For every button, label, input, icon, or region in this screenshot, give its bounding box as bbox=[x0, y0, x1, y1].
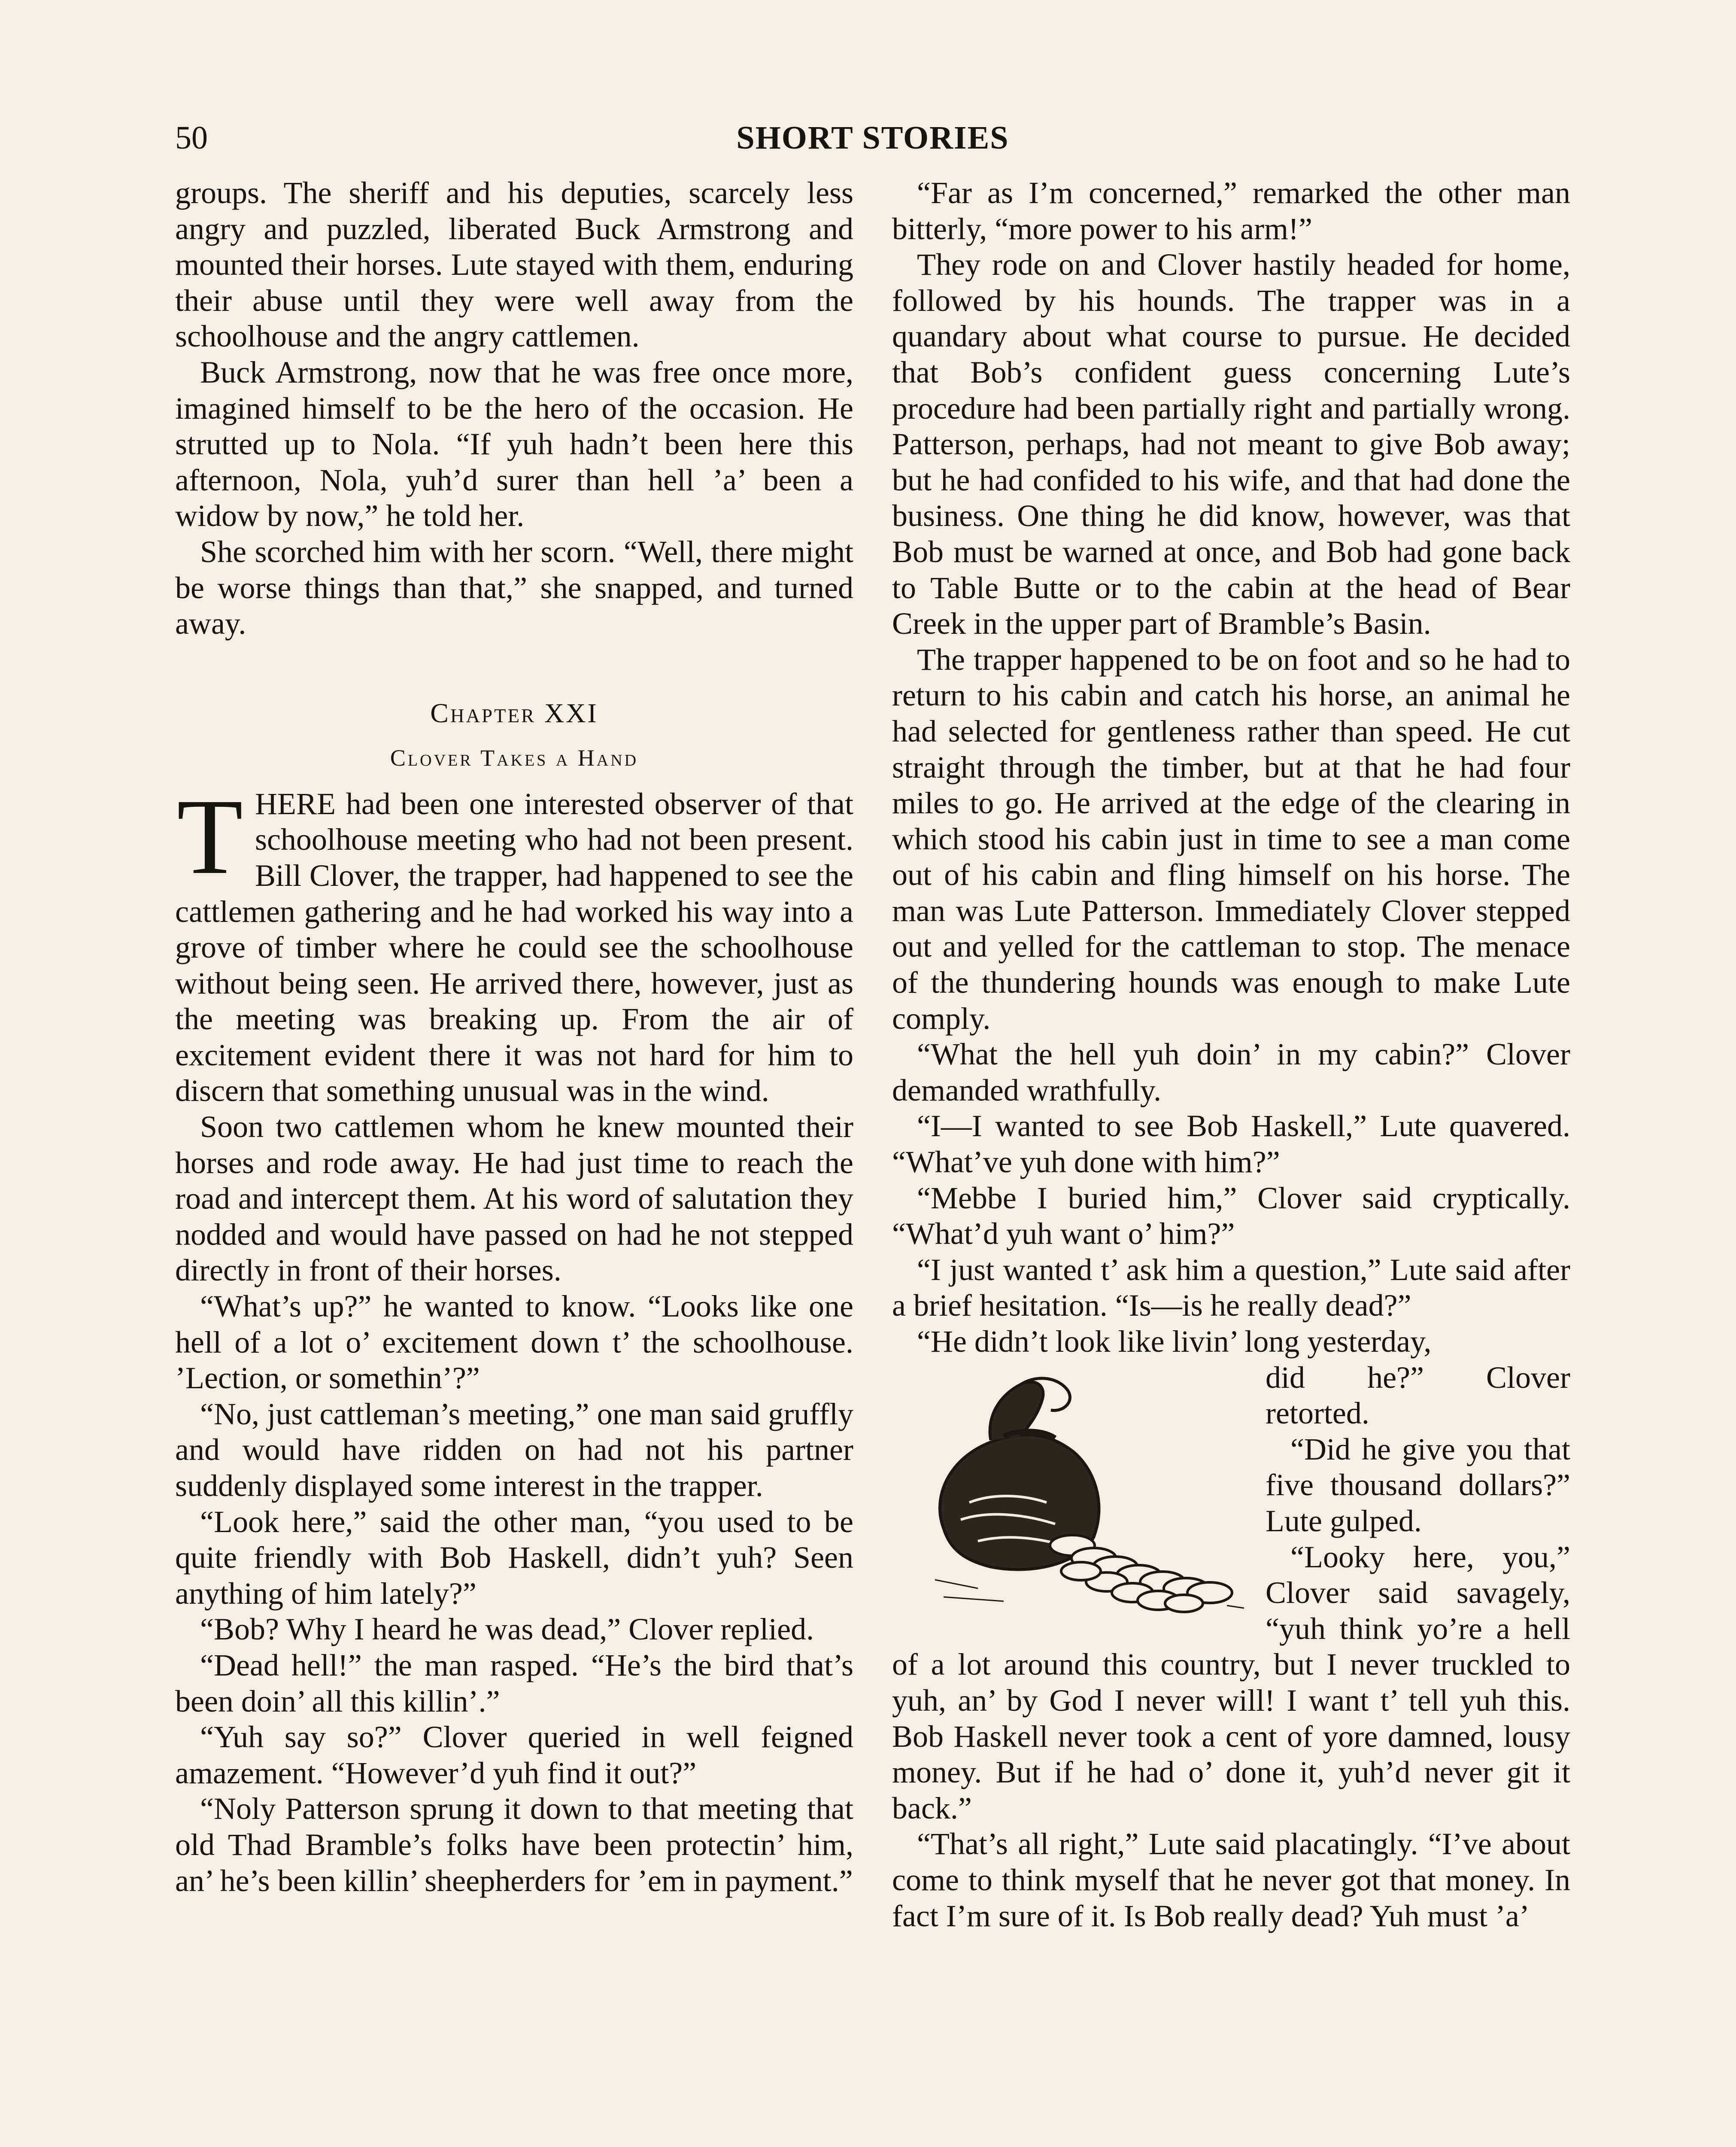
paragraph: “What’s up?” he wanted to know. “Looks like one hell of a lot o’ excitement down t’ the schoolhouse. ’Lection, or somethin’?” bbox=[175, 1289, 853, 1396]
paragraph: groups. The sheriff and his deputies, scarcely less angry and puzzled, liberated Buck Armstrong and mounted their horses. Lute stayed with them, enduring their abuse until they were well away from the schoolhouse and the angry cattlemen. bbox=[175, 176, 853, 354]
paragraph: “Bob? Why I heard he was dead,” Clover replied. bbox=[200, 1612, 814, 1647]
paragraph: “Far as I’m concerned,” remarked the other man bitterly, “more power to his arm!” bbox=[892, 176, 1570, 246]
paragraph: “Look here,” said the other man, “you used to be quite friendly with Bob Haskell, didn’t yuh? Seen anything of him lately?” bbox=[175, 1504, 853, 1611]
drop-cap: T bbox=[177, 776, 243, 897]
paragraph: “I—I wanted to see Bob Haskell,” Lute quavered. “What’ve yuh done with him?” bbox=[892, 1109, 1570, 1180]
paragraph: “What the hell yuh doin’ in my cabin?” Clover demanded wrathfully. bbox=[892, 1037, 1570, 1107]
opening-text: HERE had been one interested observer of that schoolhouse meeting who had not been present. Bill Clover, the trapper, had happened to see the cattlemen gathering and he had worked his way into a grove of timber where he could see the schoolhouse without being seen. He arrived there, however, just as the meeting was breaking up. From the air of excitement evident there it was not hard for him to discern that something unusual was in the wind. bbox=[175, 786, 853, 1108]
paragraph: The trapper happened to be on foot and so he had to return to his cabin and catch his horse, an animal he had selected for gentleness rather than speed. He cut straight through the timber, but at that he had four miles to go. He arrived at the edge of the clearing in which stood his cabin just in time to see a man come out of his cabin and fling himself on his horse. The man was Lute Patterson. Immediately Clover stepped out and yelled for the cattleman to stop. The menace of the thundering hounds was enough to make Lute comply. bbox=[892, 642, 1570, 1036]
paragraph: did he?” Clover retorted. bbox=[1266, 1360, 1570, 1431]
left-column bbox=[175, 175, 853, 2147]
right-column bbox=[892, 175, 1570, 2147]
paragraph: “I just wanted t’ ask him a question,” Lute said after a brief hesitation. “Is—is he really dead?” bbox=[892, 1252, 1570, 1323]
page-number: 50 bbox=[175, 120, 208, 156]
paragraph: “Yuh say so?” Clover queried in well feigned amazement. “However’d yuh find it out?” bbox=[175, 1720, 853, 1790]
paragraph: They rode on and Clover hastily headed for home, followed by his hounds. The trapper was in a quandary about what course to pursue. He decided that Bob’s confident guess concerning Lute’s procedure had been partially right and partially wrong. Patterson, perhaps, had not meant to give Bob away; but he had confided to his wife, and that had done the business. One thing he did know, however, was that Bob must be warned at once, and Bob had gone back to Table Butte or to the cabin at the head of Bear Creek in the upper part of Bramble’s Basin. bbox=[892, 247, 1570, 641]
chapter-subtitle: Clover Takes a Hand bbox=[390, 745, 639, 771]
money-bag-illustration bbox=[892, 1365, 1248, 1614]
paragraph: Buck Armstrong, now that he was free once more, imagined himself to be the hero of the occasion. He strutted up to Nola. “If yuh hadn’t been here this afternoon, Nola, yuh’d surer than hell ’a’ been a widow by now,” he told her. bbox=[175, 355, 853, 533]
paragraph: She scorched him with her scorn. “Well, there might be worse things than that,” she snapped, and turned away. bbox=[175, 534, 853, 641]
paragraph: “Did he give you that five thousand dollars?” Lute gulped. bbox=[1266, 1432, 1570, 1538]
paragraph: “Dead hell!” the man rasped. “He’s the bird that’s been doin’ all this killin’.” bbox=[175, 1648, 853, 1718]
paragraph: “Noly Patterson sprung it down to that meeting that old Thad Bramble’s folks have been protectin’ him, an’ he’s been killin’ sheepherders for ’em in payment.” bbox=[175, 1791, 853, 1898]
page-header bbox=[175, 119, 1570, 167]
paragraph: “No, just cattleman’s meeting,” one man said gruffly and would have ridden on had not his partner suddenly displayed some interest in the trapper. bbox=[175, 1396, 853, 1503]
chapter-opening-paragraph bbox=[175, 776, 853, 1109]
paragraph: “He didn’t look like livin’ long yesterday, bbox=[917, 1324, 1432, 1359]
paragraph: “That’s all right,” Lute said placatingly. “I’ve about come to think myself that he never got that money. In fact I’m sure of it. Is Bob really dead? Yuh must ’a’ bbox=[892, 1827, 1570, 1933]
money-bag-icon bbox=[892, 1365, 1248, 1614]
paragraph: “Looky here, you,” Clover said savagely, “yuh think yo’re a hell of a lot around this country, but I never truckled to yuh, an’ by God I never will! I want t’ tell yuh this. Bob Haskell never took a cent of yore damned, lousy money. But if he had o’ done it, yuh’d never git it back.” bbox=[892, 1539, 1570, 1825]
chapter-heading-text: Chapter XXI bbox=[430, 697, 598, 728]
paragraph: “Mebbe I buried him,” Clover said cryptically. “What’d yuh want o’ him?” bbox=[892, 1180, 1570, 1251]
paragraph: Soon two cattlemen whom he knew mounted their horses and rode away. He had just time to reach the road and intercept them. At his word of salutation they nodded and would have passed on had he not stepped directly in front of their horses. bbox=[175, 1110, 853, 1288]
chapter-heading bbox=[175, 695, 853, 731]
running-title: SHORT STORIES bbox=[736, 120, 1009, 156]
